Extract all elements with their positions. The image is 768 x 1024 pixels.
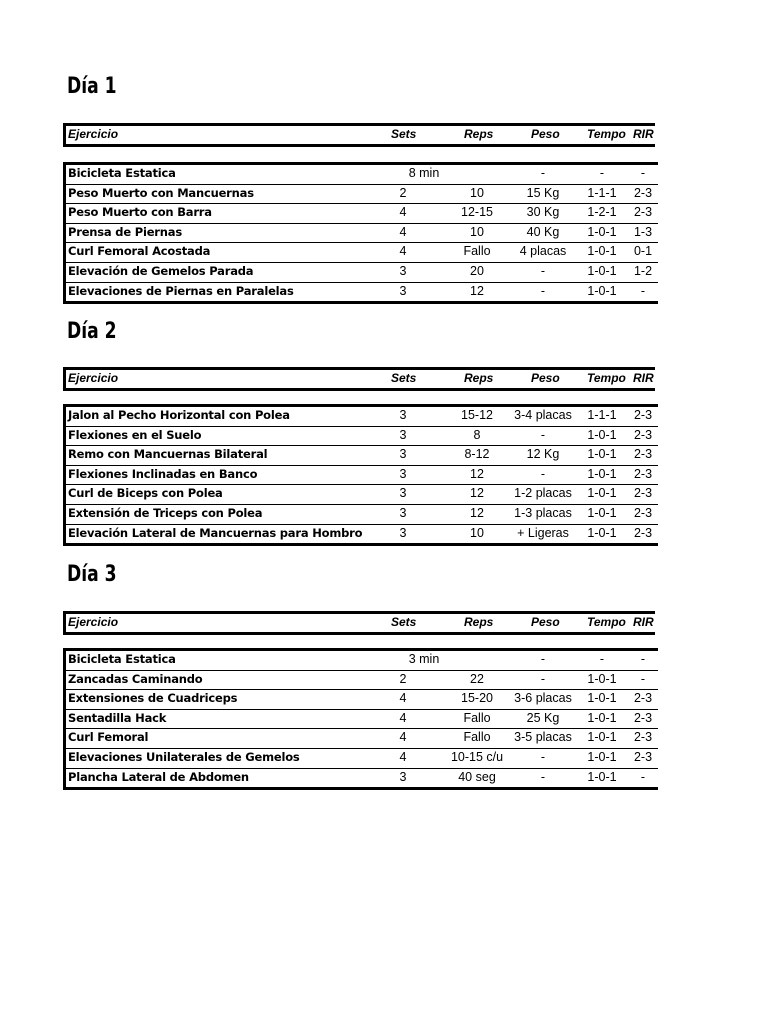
sets-cell-text: 3 (399, 283, 407, 298)
table-row (66, 670, 658, 690)
peso-cell-text: 1-2 placas (514, 486, 572, 501)
header-rir: RIR (633, 371, 654, 385)
peso-cell-text: 1-3 placas (514, 505, 572, 520)
sets-cell-text: 4 (399, 224, 407, 239)
exercise-name: Peso Muerto con Mancuernas (68, 185, 254, 200)
table-row (66, 426, 658, 446)
table-row (66, 465, 658, 485)
exercise-name: Flexiones Inclinadas en Banco (68, 466, 258, 481)
table-header (63, 367, 655, 391)
header-sets: Sets (391, 127, 417, 141)
sets-cell-text: 8 min (408, 166, 440, 180)
table-row (66, 651, 658, 670)
exercise-name: Elevaciones de Piernas en Paralelas (68, 283, 294, 298)
exercise-name: Prensa de Piernas (68, 224, 182, 239)
reps-cell-text: 40 seg (458, 769, 496, 784)
reps-cell-text: 20 (470, 263, 484, 278)
sets-cell-text: 3 min (408, 652, 440, 666)
tempo-cell-text: 1-0-1 (587, 263, 617, 278)
tempo-cell-text: 1-0-1 (587, 691, 617, 706)
table-row (66, 262, 658, 282)
tempo-cell-text: 1-0-1 (587, 710, 617, 725)
rir-cell-text: 2-3 (633, 185, 653, 200)
sets-cell-text: 4 (399, 244, 407, 259)
sets-cell-text: 4 (399, 749, 407, 764)
tempo-cell-text: 1-0-1 (587, 486, 617, 501)
reps-cell-text: 15-20 (461, 691, 493, 706)
tempo-cell-text: 1-0-1 (587, 447, 617, 462)
sets-cell-text: 3 (399, 505, 407, 520)
header-tempo: Tempo (587, 127, 626, 141)
rir-cell-text: 2-3 (633, 691, 653, 706)
rir-cell-text: 2-3 (633, 205, 653, 220)
rir-cell-text: 2-3 (633, 486, 653, 501)
reps-cell-text: 15-12 (461, 408, 493, 422)
sets-cell-text: 3 (399, 486, 407, 501)
peso-cell-text: - (540, 427, 546, 442)
table-row (66, 484, 658, 504)
reps-cell-text: 12 (470, 486, 484, 501)
tempo-cell-text: 1-0-1 (587, 749, 617, 764)
tempo-cell-text: 1-0-1 (587, 769, 617, 784)
peso-cell-text: - (540, 283, 546, 298)
tempo-cell-text: 1-0-1 (587, 283, 617, 298)
exercise-name: Curl de Biceps con Polea (68, 486, 223, 501)
table-row (66, 242, 658, 262)
table-row (66, 407, 658, 426)
tempo-cell-text: 1-0-1 (587, 525, 617, 540)
table-row (66, 223, 658, 243)
sets-cell-text: 3 (399, 263, 407, 278)
peso-cell-text: 15 Kg (526, 185, 560, 200)
header-tempo: Tempo (587, 371, 626, 385)
sets-cell-text: 3 (399, 447, 407, 462)
exercise-name: Sentadilla Hack (68, 710, 167, 725)
header-reps: Reps (464, 615, 494, 629)
table-row (66, 709, 658, 729)
exercise-name: Zancadas Caminando (68, 671, 203, 686)
sets-cell-text: 3 (399, 427, 407, 442)
reps-cell-text: 10 (470, 525, 484, 540)
header-ejercicio: Ejercicio (68, 127, 119, 141)
rir-cell-text: - (640, 283, 646, 298)
rir-cell-text: 2-3 (633, 427, 653, 442)
tempo-cell-text: 1-1-1 (587, 408, 617, 422)
sets-cell-text: 3 (399, 769, 407, 784)
peso-cell-text: 4 placas (519, 244, 567, 259)
day-1-title: Día 1 (67, 74, 117, 99)
table-row (66, 524, 658, 544)
header-tempo: Tempo (587, 615, 626, 629)
rir-cell-text: - (640, 652, 646, 666)
rir-cell-text: 2-3 (633, 408, 653, 422)
exercise-name: Bicicleta Estatica (68, 166, 176, 180)
table-row (66, 282, 658, 302)
sets-cell-text: 4 (399, 730, 407, 745)
peso-cell-text: - (540, 652, 546, 666)
header-sets: Sets (391, 615, 417, 629)
tempo-cell-text: 1-0-1 (587, 224, 617, 239)
sets-cell-text: 3 (399, 466, 407, 481)
reps-cell-text: 8-12 (464, 447, 490, 462)
day-2-title: Día 2 (67, 319, 117, 344)
exercise-name: Plancha Lateral de Abdomen (68, 769, 249, 784)
peso-cell-text: 12 Kg (526, 447, 560, 462)
sets-cell-text: 2 (399, 185, 407, 200)
rir-cell-text: 1-2 (633, 263, 653, 278)
header-reps: Reps (464, 371, 494, 385)
peso-cell-text: - (540, 166, 546, 180)
table-header (63, 123, 655, 147)
peso-cell-text: 25 Kg (526, 710, 560, 725)
reps-cell-text: 12 (470, 283, 484, 298)
table-row (66, 689, 658, 709)
header-sets: Sets (391, 371, 417, 385)
header-rir: RIR (633, 615, 654, 629)
exercise-name: Elevación de Gemelos Parada (68, 263, 254, 278)
peso-cell-text: 3-6 placas (514, 691, 572, 706)
sets-cell-text: 4 (399, 691, 407, 706)
day-3-section (63, 611, 655, 784)
table-row (66, 748, 658, 768)
exercise-name: Jalon al Pecho Horizontal con Polea (68, 408, 290, 422)
day-2-section (63, 367, 655, 540)
tempo-cell-text: 1-0-1 (587, 244, 617, 259)
rir-cell-text: 2-3 (633, 466, 653, 481)
day-3-title: Día 3 (67, 562, 117, 587)
exercise-name: Curl Femoral (68, 730, 149, 745)
exercise-table (63, 162, 658, 304)
peso-cell-text: - (540, 769, 546, 784)
rir-cell-text: 1-3 (633, 224, 653, 239)
reps-cell-text: 12 (470, 466, 484, 481)
reps-cell-text: Fallo (463, 730, 491, 745)
exercise-table (63, 404, 658, 546)
rir-cell-text: - (640, 166, 646, 180)
exercise-table (63, 648, 658, 790)
reps-cell-text: Fallo (463, 710, 491, 725)
reps-cell-text: 10 (470, 185, 484, 200)
reps-cell-text: 12 (470, 505, 484, 520)
day-1-section (63, 123, 655, 298)
rir-cell-text: 0-1 (633, 244, 653, 259)
sets-cell-text: 3 (399, 525, 407, 540)
table-row (66, 445, 658, 465)
table-header (63, 611, 655, 635)
rir-cell-text: 2-3 (633, 730, 653, 745)
tempo-cell-text: 1-0-1 (587, 466, 617, 481)
tempo-cell-text: 1-2-1 (587, 205, 617, 220)
peso-cell-text: 3-4 placas (514, 408, 572, 422)
reps-cell-text: 10 (470, 224, 484, 239)
sets-cell-text: 2 (399, 671, 407, 686)
peso-cell-text: 3-5 placas (514, 730, 572, 745)
peso-cell-text: 40 Kg (526, 224, 560, 239)
rir-cell-text: 2-3 (633, 749, 653, 764)
tempo-cell-text: 1-0-1 (587, 730, 617, 745)
reps-cell-text: 8 (473, 427, 481, 442)
header-peso: Peso (531, 371, 560, 385)
exercise-name: Peso Muerto con Barra (68, 205, 212, 220)
header-reps: Reps (464, 127, 494, 141)
header-ejercicio: Ejercicio (68, 371, 119, 385)
rir-cell-text: - (640, 671, 646, 686)
exercise-name: Curl Femoral Acostada (68, 244, 211, 259)
sets-cell-text: 4 (399, 205, 407, 220)
table-row (66, 165, 658, 184)
tempo-cell-text: 1-0-1 (587, 505, 617, 520)
peso-cell-text: - (540, 749, 546, 764)
exercise-name: Remo con Mancuernas Bilateral (68, 447, 268, 462)
rir-cell-text: - (640, 769, 646, 784)
table-row (66, 728, 658, 748)
sets-cell-text: 3 (399, 408, 407, 422)
exercise-name: Extensiones de Cuadriceps (68, 691, 238, 706)
header-ejercicio: Ejercicio (68, 615, 119, 629)
header-peso: Peso (531, 615, 560, 629)
exercise-name: Flexiones en el Suelo (68, 427, 202, 442)
tempo-cell-text: - (599, 652, 605, 666)
tempo-cell-text: 1-0-1 (587, 427, 617, 442)
tempo-cell-text: 1-0-1 (587, 671, 617, 686)
table-row (66, 203, 658, 223)
rir-cell-text: 2-3 (633, 710, 653, 725)
reps-cell-text: 22 (470, 671, 484, 686)
peso-cell-text: + Ligeras (517, 525, 569, 540)
sets-cell-text: 4 (399, 710, 407, 725)
table-row (66, 768, 658, 788)
table-row (66, 184, 658, 204)
peso-cell-text: 30 Kg (526, 205, 560, 220)
exercise-name: Elevación Lateral de Mancuernas para Hombro (68, 525, 363, 540)
peso-cell-text: - (540, 466, 546, 481)
reps-cell-text: 12-15 (461, 205, 493, 220)
reps-cell-text: Fallo (463, 244, 491, 259)
tempo-cell-text: 1-1-1 (587, 185, 617, 200)
rir-cell-text: 2-3 (633, 447, 653, 462)
header-rir: RIR (633, 127, 654, 141)
exercise-name: Extensión de Triceps con Polea (68, 505, 263, 520)
tempo-cell-text: - (599, 166, 605, 180)
header-peso: Peso (531, 127, 560, 141)
peso-cell-text: - (540, 671, 546, 686)
exercise-name: Elevaciones Unilaterales de Gemelos (68, 749, 300, 764)
rir-cell-text: 2-3 (633, 505, 653, 520)
rir-cell-text: 2-3 (633, 525, 653, 540)
table-row (66, 504, 658, 524)
exercise-name: Bicicleta Estatica (68, 652, 176, 666)
peso-cell-text: - (540, 263, 546, 278)
reps-cell-text: 10-15 c/u (450, 749, 504, 764)
